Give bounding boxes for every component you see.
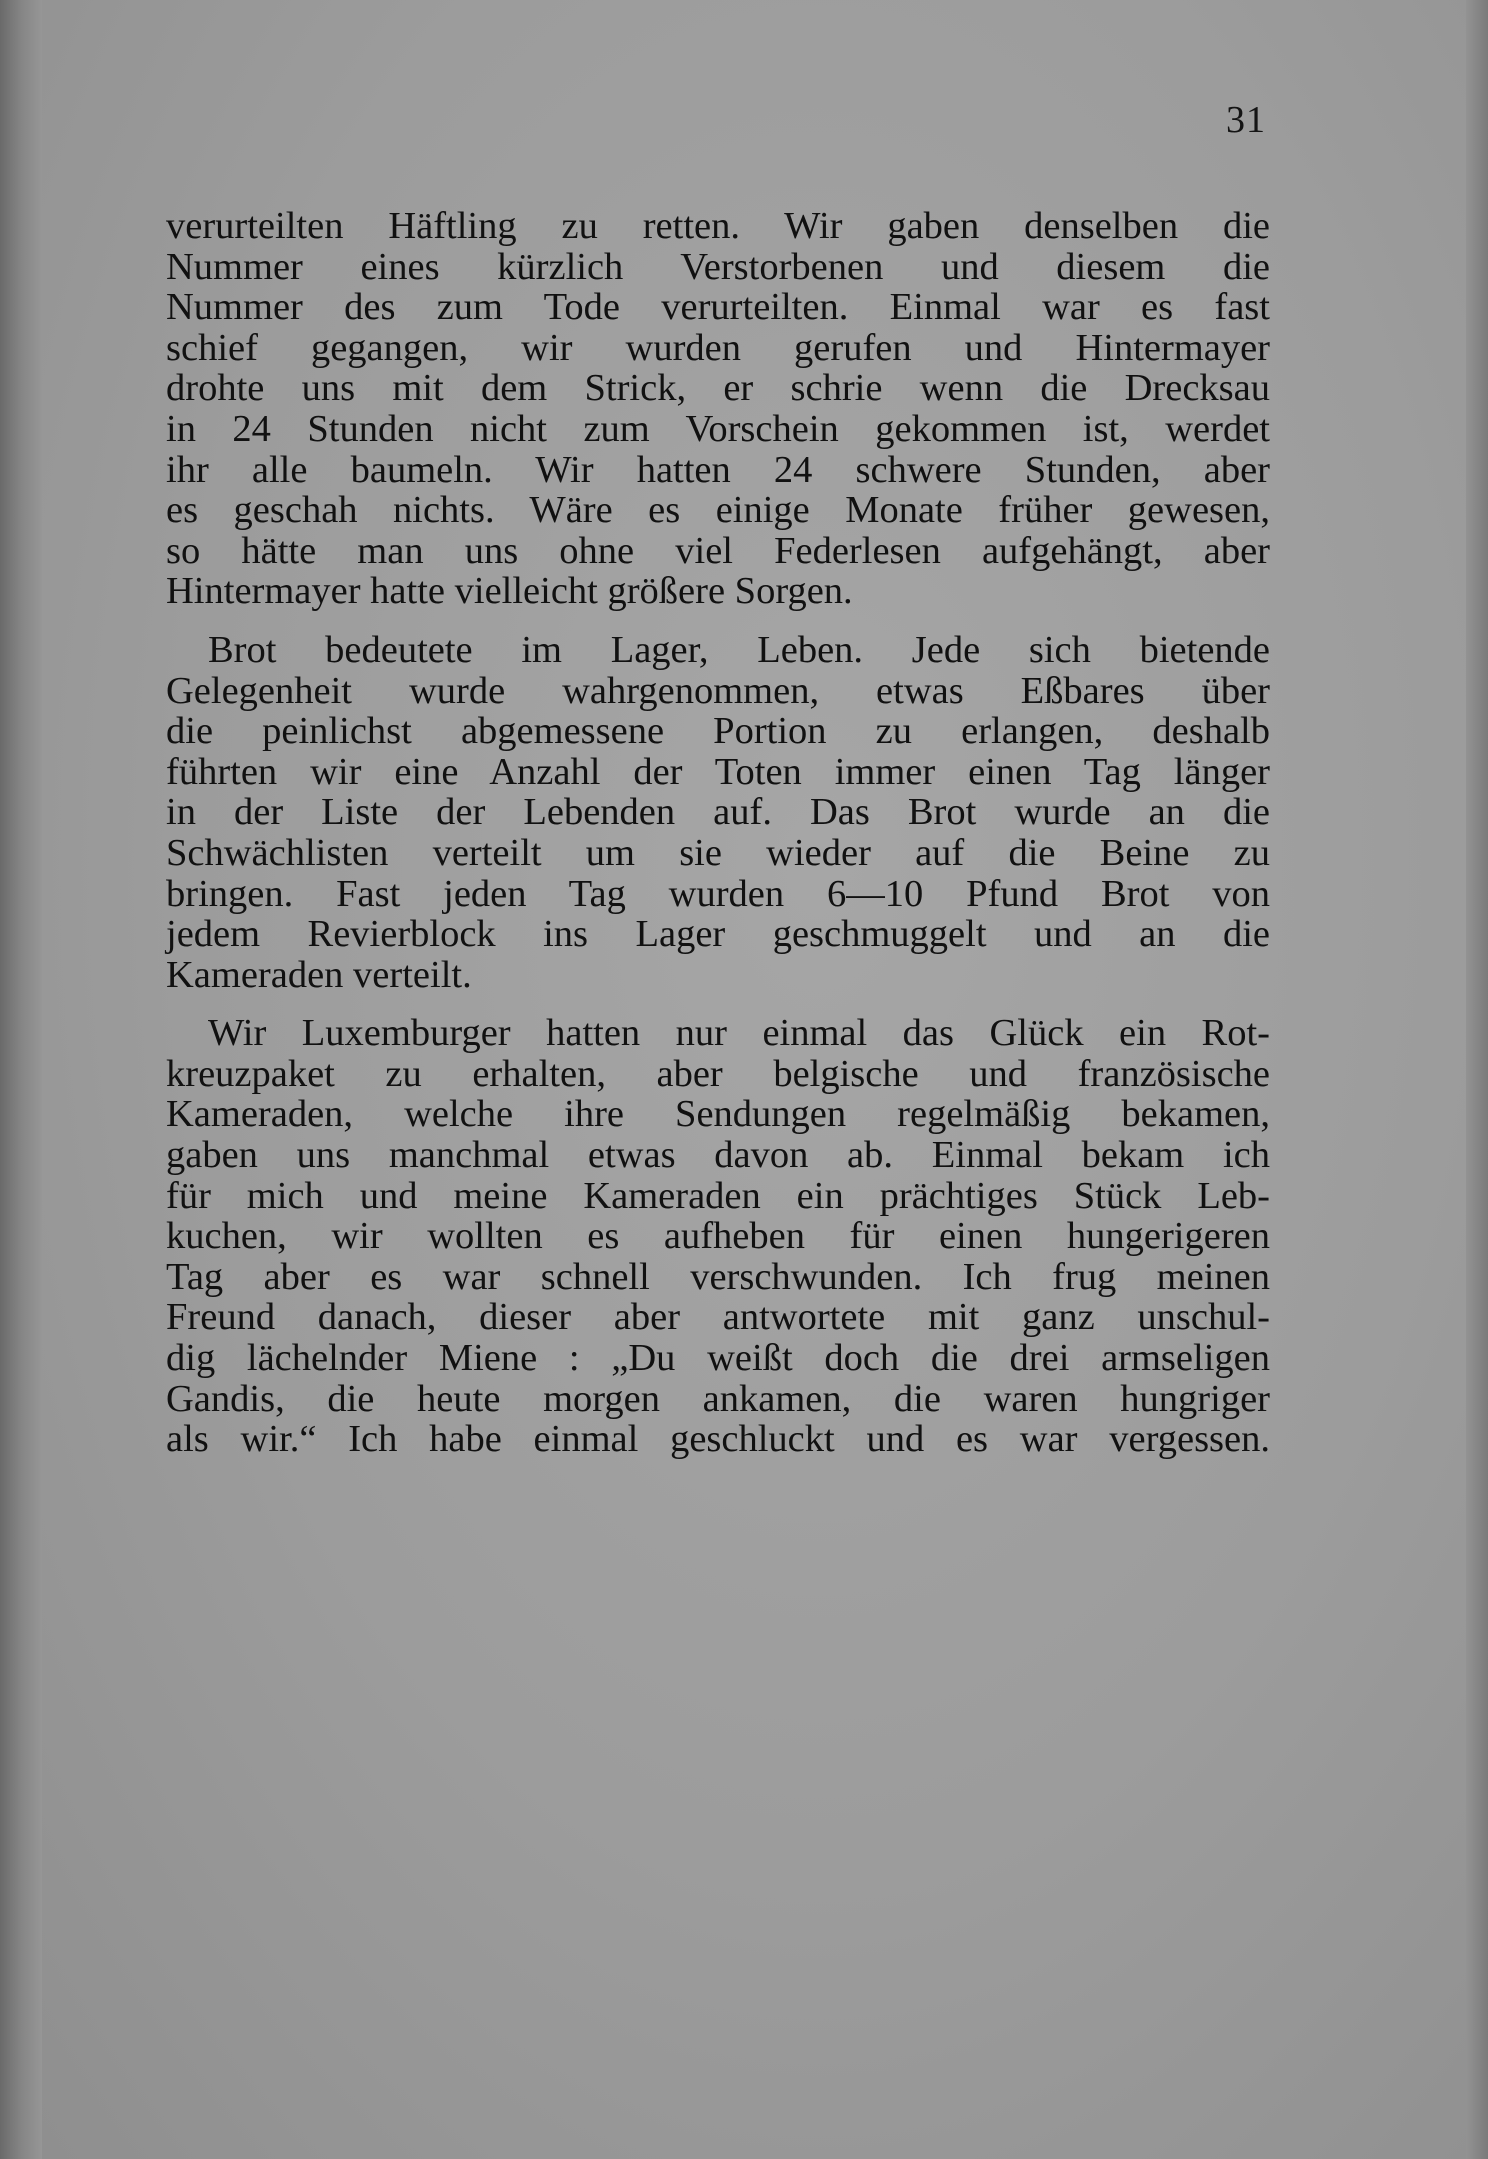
text-line: in 24 Stunden nicht zum Vorschein gekommen ist, werdet	[166, 407, 1270, 450]
text-line: Kameraden, welche ihre Sendungen regelmäßig bekamen,	[166, 1093, 1270, 1136]
text-line: Wir Luxemburger hatten nur einmal das Glück ein Rot-	[208, 1012, 1270, 1055]
body-text	[166, 206, 1270, 1460]
text-line: für mich und meine Kameraden ein prächtiges Stück Leb-	[166, 1174, 1270, 1217]
text-line: jedem Revierblock ins Lager geschmuggelt und an die	[166, 913, 1270, 956]
text-line: Freund danach, dieser aber antwortete mit ganz unschul-	[166, 1296, 1270, 1339]
text-line: Tag aber es war schnell verschwunden. Ich frug meinen	[166, 1255, 1270, 1298]
page-number: 31	[1226, 99, 1266, 141]
text-line: dig lächelnder Miene : „Du weißt doch die drei armseligen	[166, 1337, 1270, 1380]
text-line: Nummer des zum Tode verurteilten. Einmal war es fast	[166, 286, 1270, 329]
text-line: verurteilten Häftling zu retten. Wir gaben denselben die	[166, 205, 1270, 247]
paragraph-1	[166, 206, 1270, 612]
text-line: schief gegangen, wir wurden gerufen und Hintermayer	[166, 326, 1270, 369]
text-line: kreuzpaket zu erhalten, aber belgische und französische	[166, 1052, 1270, 1095]
text-line: als wir.“ Ich habe einmal geschluckt und es war vergessen.	[166, 1418, 1270, 1461]
text-line: ihr alle baumeln. Wir hatten 24 schwere Stunden, aber	[166, 448, 1270, 491]
page-edge-shadow	[1466, 0, 1488, 2159]
text-line: drohte uns mit dem Strick, er schrie wenn die Drecksau	[166, 367, 1270, 410]
text-line: die peinlichst abgemessene Portion zu erlangen, deshalb	[166, 710, 1270, 753]
paragraph-3	[166, 1013, 1270, 1460]
text-line: Gelegenheit wurde wahrgenommen, etwas Eßbares über	[166, 669, 1270, 712]
text-line: so hätte man uns ohne viel Federlesen aufgehängt, aber	[166, 529, 1270, 572]
text-line: Schwächlisten verteilt um sie wieder auf die Beine zu	[166, 831, 1270, 874]
text-line: gaben uns manchmal etwas davon ab. Einmal bekam ich	[166, 1134, 1270, 1177]
text-line: in der Liste der Lebenden auf. Das Brot wurde an die	[166, 791, 1270, 834]
text-line: Brot bedeutete im Lager, Leben. Jede sich bietende	[208, 628, 1270, 671]
text-line: Gandis, die heute morgen ankamen, die waren hungriger	[166, 1377, 1270, 1420]
text-line: Kameraden verteilt.	[166, 953, 472, 996]
text-line: führten wir eine Anzahl der Toten immer einen Tag länger	[166, 750, 1270, 793]
text-line: bringen. Fast jeden Tag wurden 6—10 Pfund Brot von	[166, 872, 1270, 915]
text-line: kuchen, wir wollten es aufheben für einen hungerigeren	[166, 1215, 1270, 1258]
text-line: Hintermayer hatte vielleicht größere Sorgen.	[166, 570, 853, 613]
paragraph-2	[166, 630, 1270, 995]
text-line: es geschah nichts. Wäre es einige Monate früher gewesen,	[166, 489, 1270, 532]
page-gutter-shadow	[0, 0, 42, 2159]
text-line: Nummer eines kürzlich Verstorbenen und diesem die	[166, 245, 1270, 288]
